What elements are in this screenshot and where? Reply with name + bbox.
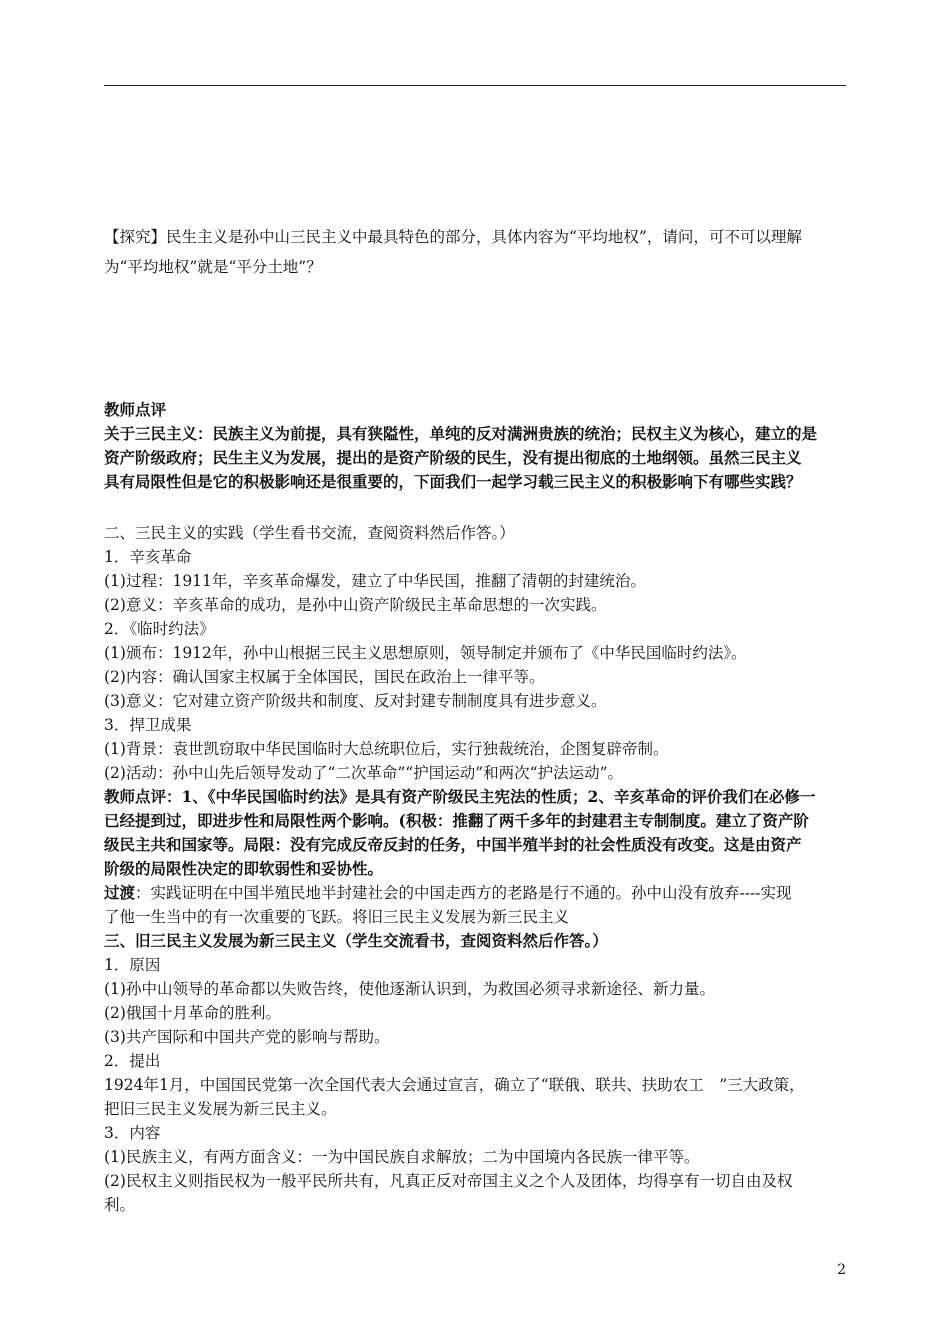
text-line: (3)共产国际和中国共产党的影响与帮助。 [104, 1028, 390, 1046]
text-line: (2)俄国十月革命的胜利。 [104, 1004, 281, 1022]
teacher-comment-line-1: 关于三民主义：民族主义为前提，具有狭隘性，单纯的反对满洲贵族的统治；民权主义为核心，建立的是 [104, 424, 818, 443]
text-line: 1．辛亥革命 [104, 548, 192, 566]
text-line: 3．捍卫成果 [104, 716, 192, 734]
explore-question [104, 222, 846, 282]
text-line: 把旧三民主义发展为新三民主义。 [104, 1100, 337, 1118]
text-line: (1)颁布：1912年，孙中山根据三民主义思想原则，领导制定并颁布了《中华民国临时约法》。 [104, 644, 747, 662]
text-line: 1924年1月，中国国民党第一次全国代表大会通过宣言，确立了“联俄、联共、扶助农工 ”三大政策， [104, 1076, 805, 1094]
page-number: 2 [837, 1262, 846, 1278]
text-line: 2．提出 [104, 1052, 161, 1070]
explore-line-2: 为“平均地权”就是“平分土地”？ [104, 258, 322, 276]
text-line: (1)民族主义，有两方面含义：一为中国民族自求解放；二为中国境内各民族一律平等。 [104, 1148, 700, 1166]
section-2-heading: 二、三民主义的实践（学生看书交流，查阅资料然后作答。） [104, 524, 515, 542]
section-2 [104, 521, 846, 1217]
text-line: 利。 [104, 1196, 136, 1214]
text-line: (1)孙中山领导的革命都以失败告终，使他逐渐认识到，为救国必须寻求新途径、新力量。 [104, 980, 715, 998]
teacher-comment-heading: 教师点评 [104, 400, 167, 419]
text-line: (3)意义：它对建立资产阶级共和制度、反对封建专制制度具有进步意义。 [104, 692, 607, 710]
text-line: (2)民权主义则指民权为一般平民所共有，凡真正反对帝国主义之个人及团体，均得享有一切自由及权 [104, 1172, 793, 1190]
transition-line-2: 了他一生当中的有一次重要的飞跃。将旧三民主义发展为新三民主义 [104, 908, 570, 926]
transition-line-1 [104, 881, 846, 905]
teacher-comment-2-line-2: 已经提到过，即进步性和局限性两个影响。(积极：推翻了两千多年的封建君主专制制度。建立了资产阶 [104, 811, 809, 830]
text-line: 2．《临时约法》 [104, 620, 215, 638]
text-line: (2)活动：孙中山先后领导发动了“二次革命”“护国运动”和两次“护法运动”。 [104, 764, 624, 782]
text-line: (2)意义：辛亥革命的成功，是孙中山资产阶级民主革命思想的一次实践。 [104, 596, 607, 614]
text-line: 3．内容 [104, 1124, 161, 1142]
explore-line-1: 【探究】民生主义是孙中山三民主义中最具特色的部分，具体内容为“平均地权”，请问，可不可以理解 [104, 228, 802, 246]
teacher-comment-2-line-1: 教师点评：1、《中华民国临时约法》是具有资产阶级民主宪法的性质；2、辛亥革命的评价我们在必修一 [104, 787, 816, 806]
teacher-comment-line-3: 具有局限性但是它的积极影响还是很重要的，下面我们一起学习载三民主义的积极影响下有哪些实践？ [104, 472, 802, 491]
header-rule [104, 85, 846, 86]
section-3-heading: 三、旧三民主义发展为新三民主义（学生交流看书，查阅资料然后作答。） [104, 931, 608, 950]
teacher-comment-line-2: 资产阶级政府；民生主义为发展，提出的是资产阶级的民生，没有提出彻底的土地纲领。虽然三民主义 [104, 448, 802, 467]
transition-label: 过渡 [104, 883, 136, 902]
teacher-comment-2-line-4: 阶级的局限性决定的即软弱性和妥协性。 [104, 859, 384, 878]
transition-text: ：实践证明在中国半殖民地半封建社会的中国走西方的老路是行不通的。孙中山没有放弃----实现 [135, 884, 792, 902]
teacher-comment-1 [104, 398, 846, 494]
text-line: (1)背景：袁世凯窃取中华民国临时大总统职位后，实行独裁统治，企图复辟帝制。 [104, 740, 669, 758]
text-line: (2)内容：确认国家主权属于全体国民，国民在政治上一律平等。 [104, 668, 545, 686]
teacher-comment-2-line-3: 级民主共和国家等。局限：没有完成反帝反封的任务，中国半殖半封的社会性质没有改变。这是由资产 [104, 835, 802, 854]
text-line: 1．原因 [104, 956, 161, 974]
text-line: (1)过程：1911年，辛亥革命爆发，建立了中华民国，推翻了清朝的封建统治。 [104, 572, 646, 590]
